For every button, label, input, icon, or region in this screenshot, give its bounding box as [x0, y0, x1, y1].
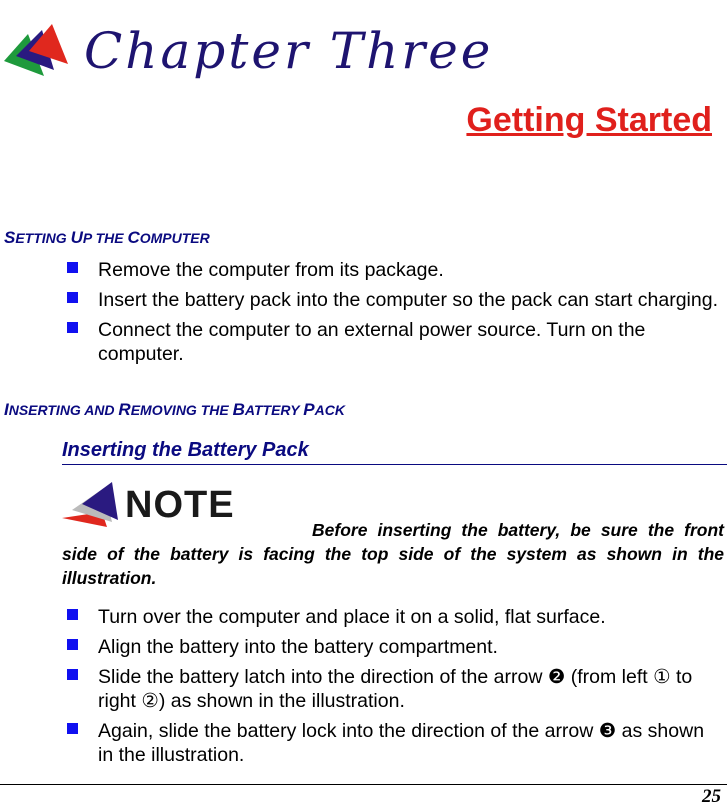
bullet-icon [67, 609, 78, 620]
bullet-icon [67, 723, 78, 734]
battery-list [0, 605, 727, 773]
list-item: Slide the battery latch into the direction of the arrow ❷ (from left ① to right ②) as shown in the illustration. [0, 665, 727, 713]
list-item: Again, slide the battery lock into the direction of the arrow ❸ as shown in the illustration. [0, 719, 727, 767]
bullet-icon [67, 639, 78, 650]
bullet-icon [67, 322, 78, 333]
page-title: Getting Started [466, 101, 712, 139]
note-label: NOTE [125, 484, 235, 526]
page-number: 25 [702, 786, 721, 807]
chapter-logo-icon [2, 24, 70, 78]
footer-divider [0, 784, 727, 785]
list-item: Remove the computer from its package. [0, 258, 727, 282]
divider [62, 464, 727, 465]
list-item: Turn over the computer and place it on a solid, flat surface. [0, 605, 727, 629]
bullet-icon [67, 669, 78, 680]
list-item: Insert the battery pack into the computer so the pack can start charging. [0, 288, 727, 312]
subheading: Inserting the Battery Pack [62, 439, 309, 461]
list-item: Connect the computer to an external power source. Turn on the computer. [0, 318, 727, 366]
list-item: Align the battery into the battery compartment. [0, 635, 727, 659]
bullet-icon [67, 262, 78, 273]
setup-list [0, 258, 727, 372]
chapter-heading: Chapter Three [84, 22, 494, 80]
section-heading-battery: INSERTING AND REMOVING THE BATTERY PACK [4, 400, 345, 419]
bullet-icon [67, 292, 78, 303]
section-heading-setting-up: SETTING UP THE COMPUTER [4, 228, 210, 247]
note-text: Before inserting the battery, be sure the front side of the battery is facing the top side of the system as shown in the illustration. [62, 520, 724, 588]
